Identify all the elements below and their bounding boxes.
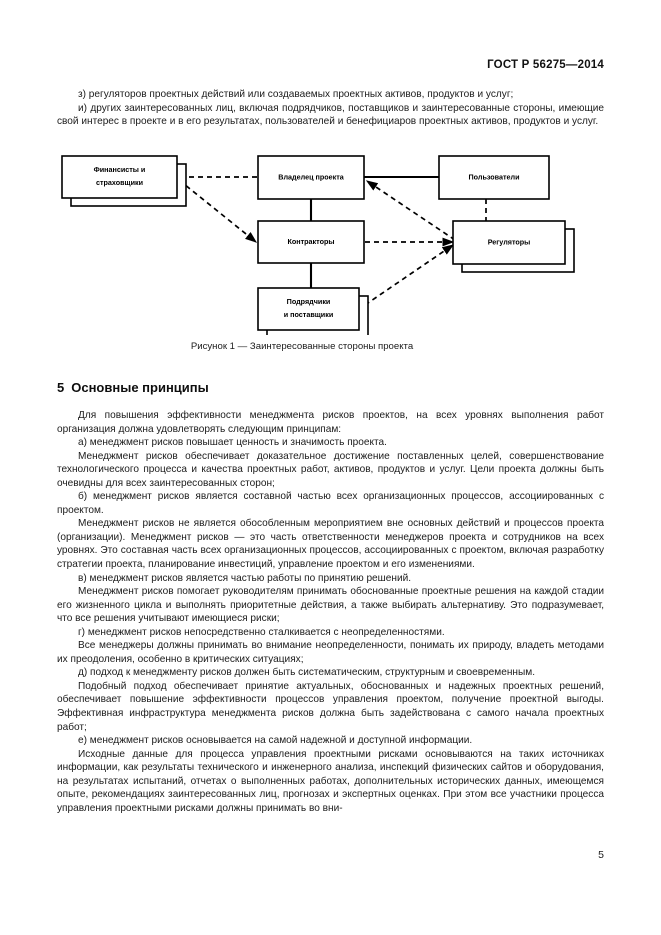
edge-financiers-to-contractors (179, 180, 256, 242)
paragraph-item-d: д) подход к менеджменту рисков должен быть систематическим, структурным и своевременным. (78, 667, 535, 679)
paragraph-item-g: г) менеджмент рисков непосредственно сталкивается с неопределенностями. (78, 626, 445, 638)
main-body-text (57, 409, 604, 815)
diagram-node-project-owner (258, 156, 364, 199)
diagram-node-subcontractors (258, 288, 368, 335)
paragraph-e-detail: Исходные данные для процесса управления проектными рисками основываются на таких источниках информации, как результаты технического и инженерного анализа, инспекций физических сайтов и оборудования, на результатах испытаний, отчетах о выполненных работах, дополнительных исторических данных, имеющемся опыте, рекомендациях заинтересованных лиц, прогнозах и экспертных оценках. При этом все участники процесса управления проектными рисками должны принимать во вни- (57, 748, 604, 814)
node-label-subcontractors-line2: и поставщики (283, 309, 334, 319)
paragraph-d-detail: Подобный подход обеспечивает принятие актуальных, обоснованных и надежных проектных решений, обеспечивает повышение эффективности процессов управления проектом, получение проектной выгоды. Эффективная инфраструктура менеджмента рисков должна быть задействована с самого начала проектных работ; (57, 680, 604, 733)
diagram-node-financiers (62, 156, 186, 206)
paragraph-item-e: е) менеджмент рисков основывается на самой надежной и доступной информации. (78, 735, 473, 747)
paragraph-b-detail: Менеджмент рисков не является обособленным мероприятием вне основных действий и процессов проекта (организации). Менеджмент рисков — это часть ответственности менеджеров проекта и сотрудников на всех уровнях. Это составная часть всех организационных процессов, ассоциированных с проектом, включая разработку стратегии проекта, планирование инвестиций, управление проектом и его изменениями. (57, 518, 604, 571)
section-heading (57, 380, 209, 395)
paragraph-item-b: б) менеджмент рисков является составной частью всех организационных процессов, ассоциированных с проектом. (57, 491, 604, 516)
page-number: 5 (598, 849, 604, 861)
paragraph-g-detail: Все менеджеры должны принимать во внимание неопределенности, понимать их природу, владеть методами их преодоления, особенно в критических ситуациях; (57, 640, 604, 665)
list-item-z: з) регуляторов проектных действий или создаваемых проектных активов, продуктов и услуг; (78, 89, 514, 100)
paragraph-v-detail: Менеджмент рисков помогает руководителям принимать обоснованные проектные решения на каждой стадии его жизненного цикла и выполнять приоритетные действия, а также выбирать альтернативу. Это подразумевает, что все решения учитывают имеющиеся риски; (57, 586, 604, 625)
node-label-financiers-line1: Финансисты и (93, 164, 146, 174)
paragraph-item-a: а) менеджмент рисков повышает ценность и значимость проекта. (78, 437, 387, 449)
node-label-subcontractors-line1: Подрядчики (286, 296, 331, 306)
node-label-project-owner: Владелец проекта (278, 172, 344, 182)
node-label-contractors: Контракторы (287, 236, 335, 246)
diagram-node-users (439, 156, 549, 199)
diagram-svg (57, 150, 604, 335)
figure-stakeholders-diagram (57, 150, 604, 335)
section-number: 5 (57, 380, 65, 395)
node-label-regulators: Регуляторы (487, 237, 531, 247)
paragraph-item-v: в) менеджмент рисков является частью работы по принятию решений. (78, 572, 412, 584)
figure-caption: Рисунок 1 — Заинтересованные стороны проекта (190, 341, 414, 352)
node-label-financiers-line2: страховщики (95, 177, 144, 187)
diagram-node-contractors (258, 221, 364, 263)
list-item-i: и) других заинтересованных лиц, включая подрядчиков, поставщиков и заинтересованные стороны, имеющие свой интерес в проекте и в его результатах, пользователей и бенефициаров проектных активов, продуктов и услуг. (57, 102, 604, 128)
edge-subcontractors-to-regulators (365, 245, 453, 305)
node-label-users: Пользователи (468, 172, 520, 182)
section-title: Основные принципы (71, 380, 209, 395)
paragraph-intro: Для повышения эффективности менеджмента рисков проектов, на всех уровнях выполнения работ организация должна удовлетворять следующим принципам: (57, 410, 604, 435)
top-list-block (57, 88, 604, 129)
diagram-node-regulators (453, 221, 574, 272)
document-header-standard-code: ГОСТ Р 56275—2014 (487, 59, 604, 71)
paragraph-a-detail: Менеджмент рисков обеспечивает доказательное достижение поставленных целей, совершенствование технологического процесса и качества проектных работ, активов, продуктов и услуг. Цели проекта должны быть очевидны для всех заинтересованных сторон; (57, 450, 604, 489)
